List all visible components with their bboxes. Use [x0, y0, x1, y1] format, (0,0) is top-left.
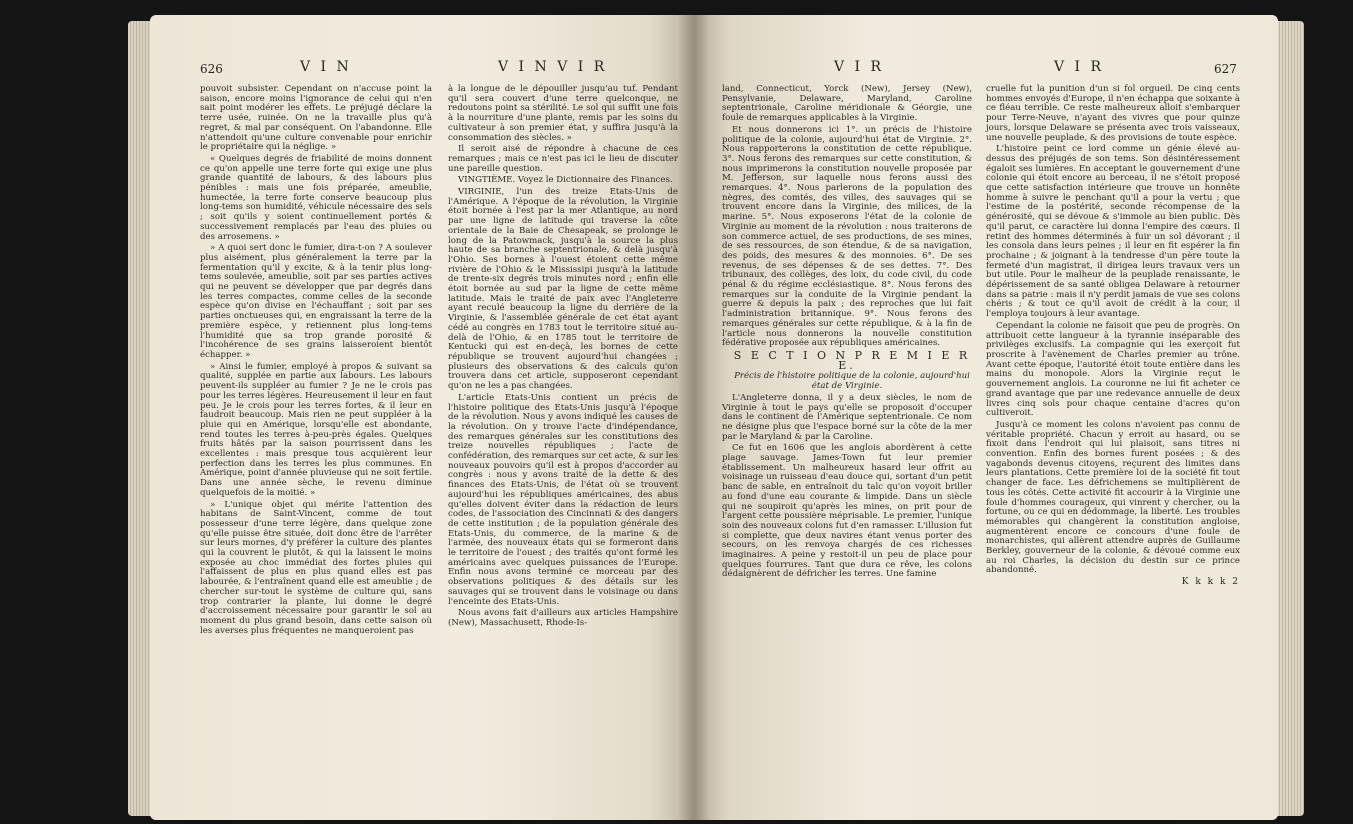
page-number-left: 626	[200, 62, 223, 76]
page-number-right: 627	[1214, 62, 1237, 76]
open-book	[150, 15, 1278, 820]
paragraph: « Quelques degrés de friabilité de moins donnent ce qu'on appelle une terre forte qui exige une plus grande quantité de labours, & des labours plus pénibles : mais une fois préparée, ameublie, humectée, la terre forte conserve beaucoup plus long-tems son humidité, véhicule nécessaire des sels ; soit qu'ils y soient continuellement portés & successivement remplacés par l'eau des pluies ou des arrosemens. »	[200, 153, 432, 242]
paragraph: VIRGINIE, l'un des treize Etats-Unis de l'Amérique. A l'époque de la révolution, la Virginie étoit bornée à l'est par la mer Atlantique, au nord par une ligne de latitude qui traverse la côte orientale de la Baie de Chesapeak, se prolonge le long de la Patowmack, jusqu'à la source la plus haute de sa branche septentrionale, & delà jusqu'à l'Ohio. Ses bornes à l'ouest étoient cette même rivière de l'Ohio & le Mississipi jusqu'à la latitude de trente-six degrés trois minutes nord ; enfin elle étoit bornée au sud par la ligne de cette même latitude. Mais le traité de paix avec l'Angleterre ayant reculé beaucoup la ligne du derrière de la Virginie, & l'assemblée générale de cet état ayant cédé au congrès en 1783 tout le territoire situé au-delà de l'Ohio, & en 1785 tout le territoire de Kentucki qui est en-deçà, les bornes de cette république se trouvent aujourd'hui changées ; plusieurs des observations & des calculs qu'on trouvera dans cet article, supposeront cependant qu'on ne les a pas changées.	[448, 187, 678, 392]
paragraph: » A quoi sert donc le fumier, dira-t-on ? A soulever plus aisément, plus généralement la terre par la fermentation qu'il y excite, & à la tenir plus long-tems soulevée, ameublie, soit par ses parties actives qui ne peuvent se développer que par degrés dans les terres compactes, comme celles de la seconde espèce qu'on divise en l'échauffant ; soit par ses parties onctueuses qui, en engraissant la terre de la première espèce, y retiennent plus long-tems l'humidité que sa trop grande porosité & l'incohérence de ses grains laisseroient bientôt échapper. »	[200, 243, 432, 360]
paragraph: Ce fut en 1606 que les anglois abordèrent à cette plage sauvage. James-Town fut leur premier établissement. Un malheureux hasard leur offrit au voisinage un ruisseau d'eau douce qui, sortant d'un petit banc de sable, en entraînoit du talc qu'on voyoit briller au fond d'une eau courante & limpide. Dans un siècle qui ne soupiroit qu'après les mines, on prit pour de l'argent cette poussière méprisable. Le premier, l'unique soin des nouveaux colons fut d'en ramasser. L'illusion fut si complette, que deux navires étant venus porter des secours, on les renvoya chargés de ces richesses imaginaires. A peine y restoit-il un peu de place pour quelques fourrures. Tant que dura ce rêve, les colons dédaignèrent de défricher les terres. Une famine	[722, 443, 972, 580]
paragraph: L'Angleterre donna, il y a deux siècles, le nom de Virginie à tout le pays qu'elle se proposoit d'occuper dans le continent de l'Amérique septentrionale. Ce nom ne désigne plus que l'espace borné sur la côte de la mer par le Maryland & par la Caroline.	[722, 392, 972, 442]
paragraph: pouvoit subsister. Cependant on n'accuse point la saison, encore moins l'ignorance de celui qui n'en sait point modérer les effets. Le préjugé déclare la terre usée, ruinée. On ne la travaille plus qu'à regret, & mal par conséquent. On l'abandonne. Elle n'attendoit qu'une culture convenable pour enrichir le propriétaire qui la néglige. »	[200, 84, 432, 153]
left-page	[150, 15, 694, 820]
paragraph: Cependant la colonie ne faisoit que peu de progrès. On attribuoit cette langueur à la tyrannie inséparable des privilèges exclusifs. La compagnie qui les exerçoit fut proscrite à l'avènement de Charles premier au trône. Avant cette époque, l'autorité étoit toute entière dans les mains du monopole. Alors la Virginie reçut le gouvernement anglois. La couronne ne lui fit acheter ce grand avantage que par une redevance annuelle de deux livres cinq sols pour chaque centaine d'acres qu'on cultiveroit.	[986, 320, 1240, 419]
running-head-left: V I N	[300, 59, 352, 75]
paragraph: Et nous donnerons ici 1°. un précis de l'histoire politique de la colonie, aujourd'hui état de Virginie. 2°. Nous rapporterons la constitution de cette république. 3°. Nous ferons des remarques sur cette constitution, & nous imprimerons la constitution nouvelle proposée par M. Jefferson, sur laquelle nous ferons aussi des remarques. 4°. Nous parlerons de la population des nègres, des comtés, des villes, des sauvages qui se trouvent encore dans la Virginie, des milices, de la marine. 5°. Nous exposerons l'état de la colonie de Virginie au moment de la révolution : nous traiterons de son commerce actuel, de ses productions, de ses mines, de ses ressources, de son étendue, & de sa navigation, des poids, des mesures & des monnoies. 6°. De ses revenus, de ses dépenses & de ses dettes. 7°. Des tribunaux, des collèges, des loix, du code civil, du code pénal & du régime ecclésiastique. 8°. Nous ferons des remarques sur la conduite de la Virginie pendant la guerre & depuis la paix ; des reproches que lui fait l'administration britannique. 9°. Nous ferons des remarques générales sur cette république, & à la fin de l'article nous donnerons la nouvelle constitution fédérative proposée aux républiques américaines.	[722, 124, 972, 349]
paragraph: » L'unique objet qui mérite l'attention des habitans de Saint-Vincent, comme de tout possesseur d'une terre légère, dans quelque zone qu'elle puisse être située, doit donc être de l'arrêter sur leurs mornes, d'y préférer la culture des plantes qui la couvrent le plutôt, & qui la laissent le moins exposée au choc immédiat des fortes pluies qui l'affaissent de plus en plus quand elles est pas labourée, & l'entraînent quand elle est ameublie ; de chercher sur-tout le système de culture qui, sans trop contrarier la plante, lui donne le degré d'accroissement nécessaire pour garantir le sol au moment du plus grand besoin, dans cette saison où les averses plus fréquentes ne manqueroient pas	[200, 499, 432, 636]
running-head-left-center: V I N V I R	[498, 59, 608, 75]
paragraph: VINGTIÈME. Voyez le Dictionnaire des Finances.	[458, 175, 673, 186]
paragraph: cruelle fut la punition d'un si fol orgueil. De cinq cents hommes envoyés d'Europe, il n'en échappa que soixante à ce fléau terrible. Ce reste malheureux alloit s'embarquer pour Terre-Neuve, n'ayant des vivres que pour quinze jours, lorsque Delaware se présenta avec trois vaisseaux, une nouvelle peuplade, & des provisions de toute espèce.	[986, 84, 1240, 143]
page-edges-left	[128, 21, 152, 816]
running-head-right: V I R	[1054, 59, 1105, 75]
section-title: S E C T I O N P R E M I E R E.	[733, 348, 971, 372]
paragraph: » Ainsi le fumier, employé à propos & suivant sa qualité, supplée en partie aux labours. Les labours peuvent-ils suppléer au fumier ? Je ne le crois pas pour les terres légères. Heureusement il leur en faut peu. Je le crois pour les terres fortes, & il leur en faudroit beaucoup. Mais rien ne peut suppléer à la pluie qui en Amérique, lorsqu'elle est abondante, rend toutes les terres à-peu-près égales. Quelques fruits hâtés par la saison pourrissent dans les excellentes : mais presque tous acquièrent leur perfection dans les terres les plus communes. En Amérique, point d'année pluvieuse qui ne soit fertile. Dans une année sèche, le revenu diminue quelquefois de la moitié. »	[200, 361, 432, 498]
page-edges-right	[1276, 21, 1304, 816]
right-column-2	[986, 85, 1240, 588]
paragraph: Il seroit aisé de répondre à chacune de ces remarques ; mais ce n'est pas ici le lieu de discuter une pareille question.	[448, 144, 678, 174]
section-subtitle: Précis de l'histoire politique de la colonie, aujourd'hui état de Virginie.	[734, 371, 970, 392]
left-column-1	[200, 85, 432, 638]
paragraph: à la longue de le dépouiller jusqu'au tuf. Pendant qu'il sera couvert d'une terre quelconque, ne redoutons point sa stérilité. Le sol qui suffit une fois à la nourriture d'une plante, remis par les soins du cultivateur à son premier état, y suffira jusqu'à la consommation des siècles. »	[448, 84, 678, 143]
right-page	[694, 15, 1278, 820]
running-head-right-left: V I R	[834, 59, 885, 75]
signature-mark: K k k k 2	[1181, 577, 1240, 588]
left-column-2	[448, 85, 678, 631]
paragraph: Jusqu'à ce moment les colons n'avoient pas connu de véritable propriété. Chacun y erroit au hasard, ou se fixoit dans l'endroit qui lui plaisoit, sans titres ni convention. Enfin des bornes furent posées ; & des vagabonds devenus citoyens, reçurent des limites dans leurs plantations. Cette première loi de la société fit tout changer de face. Les défrichemens se multiplièrent de tous les côtés. Cette activité fit accourir à la Virginie une foule d'hommes courageux, qui vinrent y chercher, ou la fortune, ou ce qui en dédommage, la liberté. Les troubles mémorables qui changèrent la constitution angloise, augmentèrent encore ce concours d'une foule de monarchistes, qui allèrent attendre auprès de Guillaume Berkley, gouverneur de la colonie, & dévoué comme eux au roi Charles, la décision du destin sur ce prince abandonné.	[986, 419, 1240, 576]
paragraph: land, Connecticut, Yorck (New), Jersey (New), Pensylvanie, Delaware, Maryland, Caroline septentrionale, Caroline méridionale & Géorgie, une foule de remarques applicables à la Virginie.	[722, 84, 972, 124]
paragraph: L'article Etats-Unis contient un précis de l'histoire politique des Etats-Unis jusqu'à l'époque de la révolution. Nous y avons indiqué les causes de la révolution. On y trouve l'acte d'indépendance, des remarques générales sur les constitutions des treize nouvelles républiques ; l'acte de confédération, des remarques sur cet acte, & sur les nouveaux pouvoirs qu'il est à propos d'accorder au congrès : nous y avons traité de la dette & des finances des Etats-Unis, de l'état où se trouvent aujourd'hui les républiques américaines, des abus qu'elles doivent éviter dans la rédaction de leurs codes, de l'association des Cincinnati & des dangers de cette institution ; de la population générale des Etats-Unis, du commerce, de la marine & de l'armée, des nouveaux états qui se formeront dans le territoire de l'ouest ; des traités qu'ont formé les américains avec quelques puissances de l'Europe. Enfin nous avons terminé ce morceau par des observations politiques & des détails sur les sauvages qui se trouvent dans le voisinage ou dans l'enceinte des Etats-Unis.	[448, 392, 678, 607]
paragraph: Nous avons fait d'ailleurs aux articles Hampshire (New), Massachusett, Rhode-Is-	[448, 608, 678, 628]
paragraph: L'histoire peint ce lord comme un génie élevé au-dessus des préjugés de son tems. Son désintéressement égaloit ses lumières. En acceptant le gouvernement d'une colonie qui étoit encore au berceau, il ne s'étoit proposé que cette satisfaction intérieure que trouve un honnête homme à suivre le penchant qu'il a pour la vertu ; que l'estime de la postérité, seconde récompense de la générosité, qui se dévoue & s'immole au bien public. Dès qu'il parut, ce caractère lui donna l'empire des cœurs. Il retint des hommes déterminés à fuir un sol dévorant ; il les consola dans leurs peines ; il leur en fit espérer la fin prochaine ; & joignant à la tendresse d'un père toute la fermeté d'un magistrat, il dirigea leurs travaux vers un but utile. Pour le malheur de la peuplade renaissante, le dépérissement de sa santé obligea Delaware à retourner dans sa patrie : mais il n'y perdit jamais de vue ses colons chéris ; & tout ce qu'il avoit de crédit à la cour, il l'employa toujours à leur avantage.	[986, 144, 1240, 320]
right-column-1	[722, 85, 972, 582]
